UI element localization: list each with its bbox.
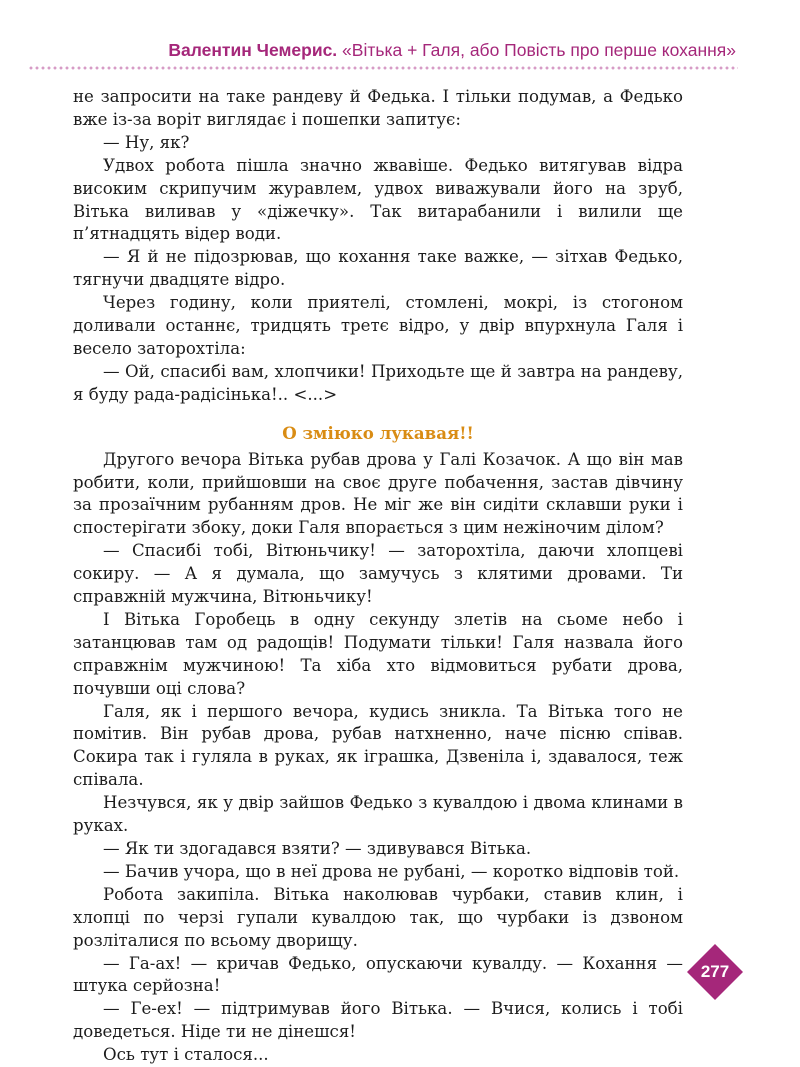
paragraph: Незчувся, як у двір зайшов Федько з кувалдою і двома клинами в руках. bbox=[73, 793, 683, 836]
section-title: О змiюко лукавая!! bbox=[282, 422, 474, 443]
paragraph: — Бачив учора, що в неї дрова не рубані, — коротко відповів той. bbox=[103, 861, 680, 881]
paragraph: — Спасибі тобі, Вітюньчику! — заторохтіла, даючи хлопцеві сокиру. — А я думала, що замучусь з клятими дровами. Ти справжній мужчина, Вітюньчику! bbox=[73, 541, 683, 607]
header-author: Валентин Чемерис. bbox=[168, 40, 338, 60]
paragraph: — Га-ах! — кричав Федько, опускаючи кувалду. — Кохання — штука серйозна! bbox=[73, 953, 683, 996]
page-number: 277 bbox=[700, 962, 730, 981]
paragraph: — Ну, як? bbox=[103, 132, 190, 152]
paragraph: — Ой, спасибі вам, хлопчики! Приходьте ще й завтра на рандеву, я буду рада-радісінька!.. <...> bbox=[73, 361, 683, 404]
paragraph: Через годину, коли приятелі, стомлені, мокрі, із стогоном доливали останнє, тридцять третє відро, у двір впурхнула Галя і весело заторохтіла: bbox=[73, 293, 683, 358]
paragraph: Робота закипіла. Вітька наколював чурбаки, ставив клин, і хлопці по черзі гупали кувалдою так, що чурбаки із дзвоном розліталися по всьому дворищу. bbox=[73, 884, 683, 950]
paragraph: Другого вечора Вітька рубав дрова у Галі Козачок. А що він мав робити, коли, прийшовши на своє друге побачення, застав дівчину за прозаїчним рубанням дров. Не міг же він сидіти склавши руки і спостерігати збоку, доки Галя впорається з цим нежіночим ділом? bbox=[73, 449, 683, 538]
paragraph: — Ге-ех! — підтримував його Вітька. — Вчися, колись і тобі доведеться. Ніде ти не дінешся! bbox=[73, 999, 683, 1042]
paragraph: не запросити на таке рандеву й Федька. І тільки подумав, а Федько вже із-за воріт виглядає і пошепки запитує: bbox=[73, 87, 683, 129]
body-text bbox=[73, 86, 683, 1067]
dotted-divider bbox=[28, 66, 738, 70]
paragraph: — Як ти здогадався взяти? — здивувався Вітька. bbox=[103, 839, 532, 858]
paragraph: Ось тут і сталося... bbox=[103, 1045, 269, 1065]
paragraph: — Я й не підозрював, що кохання таке важке, — зітхав Федько, тягнучи двадцяте відро. bbox=[73, 247, 683, 290]
header-title: «Вітька + Галя, або Повість про перше кохання» bbox=[337, 40, 736, 60]
page-number-badge bbox=[686, 943, 744, 1001]
paragraph: Галя, як і першого вечора, кудись зникла. Та Вітька того не помітив. Він рубав дрова, рубав натхненно, наче пісню співав. Сокира так і гуляла в руках, як іграшка, Дзвеніла і, здавалося, теж співала. bbox=[73, 701, 683, 790]
paragraph: І Вітька Горобець в одну секунду злетів на сьоме небо і затанцював там од радощів! Подумати тільки! Галя назвала його справжнім мужчиною! Та хіба хто відмовиться рубати дрова, почувши оці слова? bbox=[73, 609, 683, 698]
paragraph: Удвох робота пішла значно жвавіше. Федько витягував відра високим скрипучим журавлем, удвох виважували його на зруб, Вітька виливав у «діжечку». Так витарабанили і вилили ще п’ятнадцять відер води. bbox=[73, 155, 683, 244]
running-header bbox=[168, 40, 736, 61]
